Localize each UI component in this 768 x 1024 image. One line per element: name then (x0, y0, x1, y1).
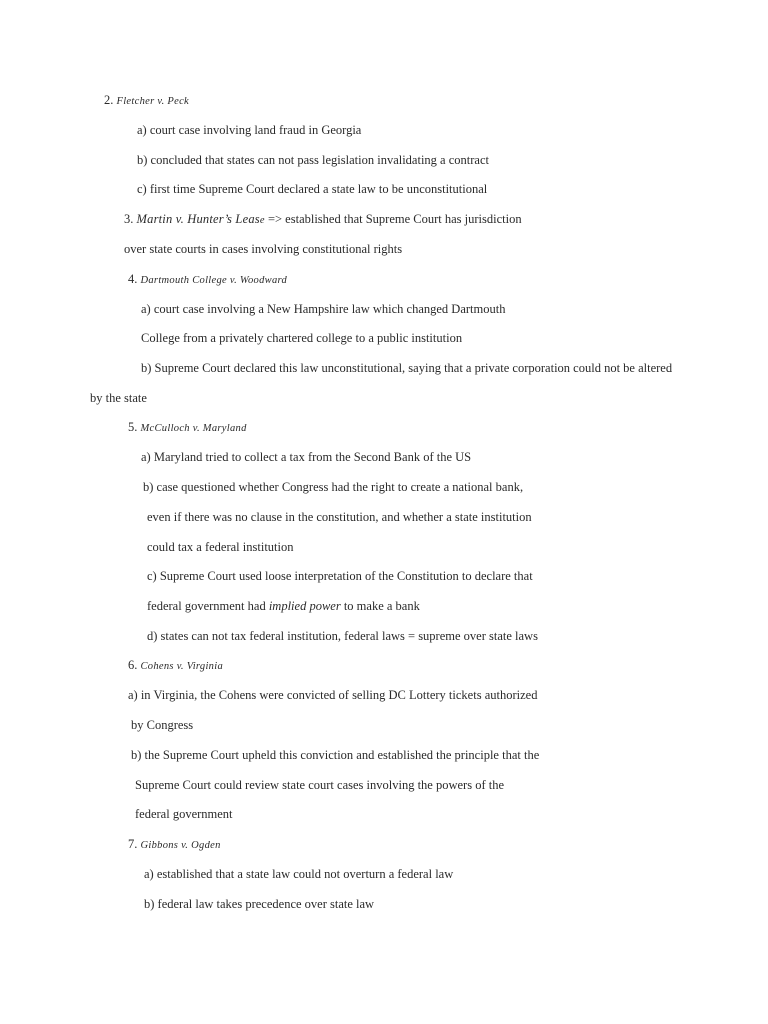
note-line: b) Supreme Court declared this law unconstitutional, saying that a private corporation could not be altered (141, 361, 673, 375)
note-line: even if there was no clause in the constitution, and whether a state institution (147, 510, 532, 524)
note-line: a) court case involving land fraud in Georgia (137, 123, 362, 137)
note-line: a) court case involving a New Hampshire law which changed Dartmouth (141, 302, 506, 316)
note-text: federal government had (147, 599, 269, 613)
case-number: 7. (128, 837, 138, 851)
note-line: by the state (90, 391, 147, 405)
note-line: College from a privately chartered college to a public institution (141, 331, 463, 345)
note-line: b) concluded that states can not pass legislation invalidating a contract (137, 153, 489, 167)
case-title-tail: e (259, 215, 265, 226)
case-heading (128, 657, 223, 675)
implied-power-term: implied power (268, 599, 341, 613)
note-line: b) case questioned whether Congress had the right to create a national bank, (143, 480, 524, 494)
case-number: 4. (128, 272, 138, 286)
note-line: d) states can not tax federal institution, federal laws = supreme over state laws (147, 629, 538, 643)
case-number: 6. (128, 658, 138, 672)
note-line: a) established that a state law could not overturn a federal law (144, 867, 454, 881)
case-heading (124, 211, 522, 229)
case-heading (128, 836, 221, 854)
note-line: Supreme Court could review state court cases involving the powers of the (135, 778, 505, 792)
case-heading (104, 92, 189, 110)
note-line-implied-power (147, 598, 420, 614)
note-line: b) federal law takes precedence over state law (144, 897, 375, 911)
case-number: 3. (124, 212, 134, 226)
note-line: by Congress (131, 718, 194, 732)
note-line: c) first time Supreme Court declared a state law to be unconstitutional (137, 182, 488, 196)
note-line: c) Supreme Court used loose interpretation of the Constitution to declare that (147, 569, 533, 583)
note-text: to make a bank (340, 599, 420, 613)
case-number: 2. (104, 93, 114, 107)
note-line: b) the Supreme Court upheld this conviction and established the principle that the (131, 748, 540, 762)
case-heading (128, 271, 287, 289)
case-title: Gibbons v. Ogden (140, 840, 221, 851)
note-line: over state courts in cases involving constitutional rights (124, 242, 403, 256)
note-line: a) in Virginia, the Cohens were convicted of selling DC Lottery tickets authorized (128, 688, 538, 702)
case-title: Martin v. Hunter’s Leas (136, 212, 260, 226)
note-line: federal government (135, 807, 233, 821)
case-heading (128, 419, 247, 437)
case-title: Cohens v. Virginia (140, 661, 223, 672)
note-line: could tax a federal institution (147, 540, 294, 554)
case-title: McCulloch v. Maryland (140, 423, 247, 434)
case-title: Dartmouth College v. Woodward (140, 275, 288, 286)
case-inline-text: => established that Supreme Court has jurisdiction (264, 212, 522, 226)
case-title: Fletcher v. Peck (116, 96, 190, 107)
case-number: 5. (128, 420, 138, 434)
note-line: a) Maryland tried to collect a tax from the Second Bank of the US (141, 450, 472, 464)
